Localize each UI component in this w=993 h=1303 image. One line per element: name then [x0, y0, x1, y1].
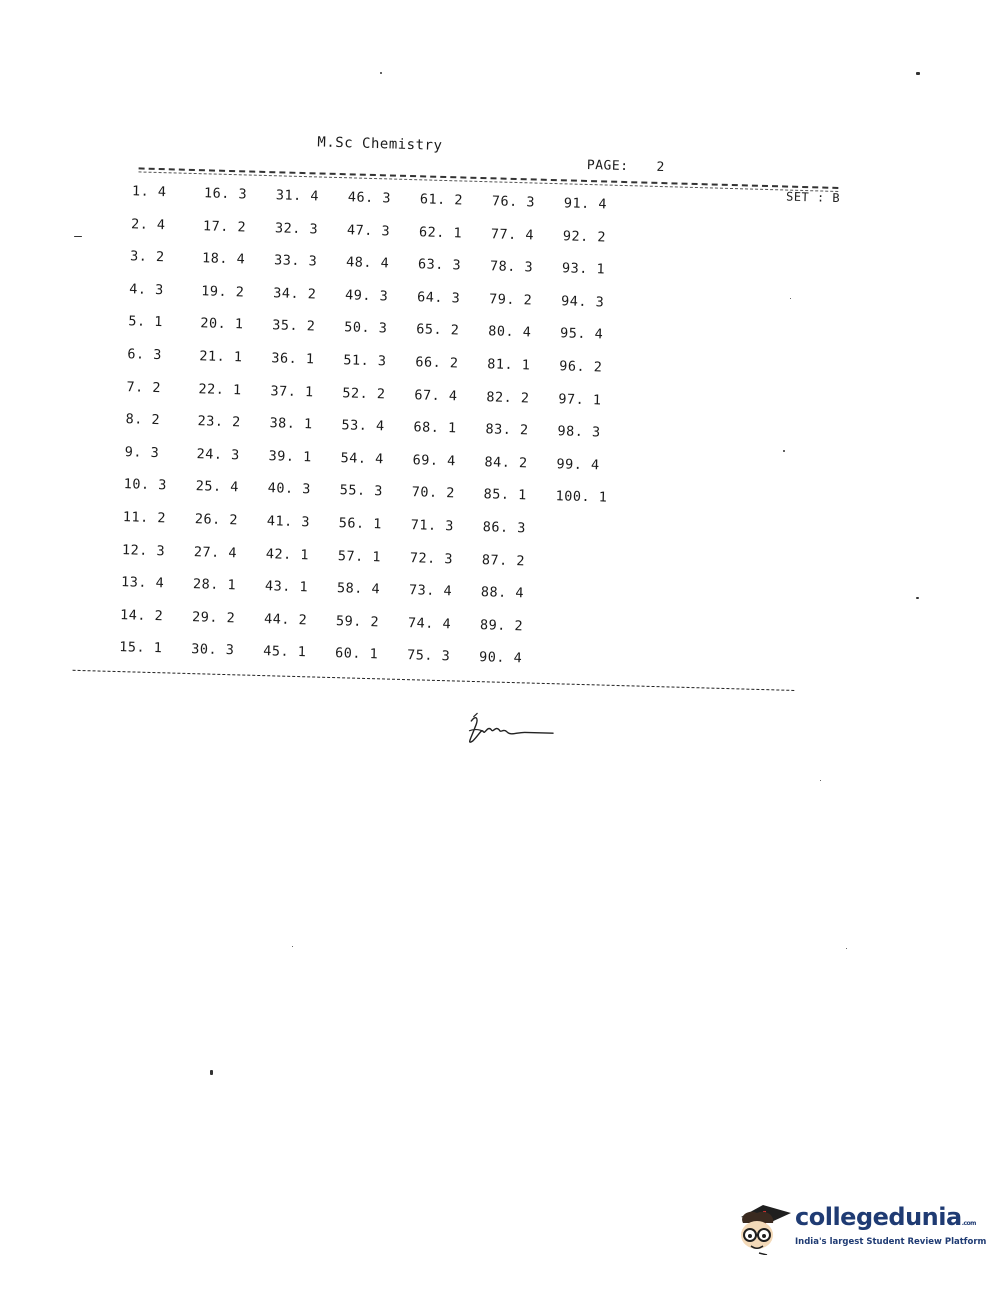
page-number: 2: [656, 159, 666, 176]
answer-entry: 1. 4: [131, 183, 167, 201]
answer-entry: 32. 3: [274, 219, 319, 238]
answer-entry: 16. 3: [203, 185, 248, 203]
answer-entry: 58. 4: [336, 580, 381, 598]
scan-speck: [820, 780, 821, 781]
answer-entry: 59. 2: [335, 612, 380, 631]
scan-speck: [846, 948, 847, 949]
answer-column: [334, 189, 418, 663]
answer-entry: 52. 2: [342, 384, 386, 403]
answer-entry: 54. 4: [340, 449, 384, 468]
answer-entry: 17. 2: [202, 217, 247, 236]
answer-entry: 12. 3: [121, 541, 166, 559]
answer-entry: 4. 3: [129, 281, 164, 298]
answer-entry: 90. 4: [478, 649, 523, 667]
answer-entry: 70. 2: [411, 484, 456, 502]
answer-entry: 78. 3: [489, 258, 534, 276]
answer-entry: 42. 1: [265, 545, 310, 563]
answer-entry: 94. 3: [560, 293, 605, 311]
answer-entry: 10. 3: [123, 476, 168, 494]
answer-entry: 45. 1: [262, 643, 307, 661]
answer-entry: 30. 3: [190, 641, 235, 659]
page-indicator: [587, 158, 665, 175]
answer-entry: 84. 2: [484, 454, 528, 472]
answer-entry: 33. 3: [273, 252, 318, 270]
answer-entry: 85. 1: [483, 486, 527, 504]
scan-speck: [916, 72, 920, 75]
answer-entry: 21. 1: [199, 348, 243, 366]
document-title: M.Sc Chemistry: [317, 134, 443, 154]
scan-speck: [790, 298, 791, 299]
collegedunia-watermark: [735, 1195, 987, 1257]
answer-entry: 23. 2: [197, 413, 241, 431]
answer-entry: 11. 2: [122, 509, 167, 527]
answer-entry: 47. 3: [346, 221, 391, 240]
answer-entry: 31. 4: [275, 187, 320, 205]
answer-entry: 95. 4: [559, 325, 604, 343]
answer-entry: 72. 3: [409, 549, 454, 567]
answer-entry: 80. 4: [487, 323, 532, 341]
answer-entry: 24. 3: [196, 445, 241, 464]
answer-entry: 69. 4: [412, 451, 456, 470]
scan-speck: [916, 597, 919, 599]
answer-entry: 40. 3: [267, 480, 312, 498]
answer-entry: 36. 1: [271, 350, 315, 368]
answer-entry: 50. 3: [344, 319, 388, 337]
answer-entry: 74. 4: [407, 614, 452, 633]
answer-entry: 28. 1: [192, 576, 237, 594]
answer-entry: 56. 1: [338, 515, 383, 533]
answer-entry: 75. 3: [406, 647, 451, 665]
answer-column: [555, 195, 634, 507]
answer-entry: 46. 3: [347, 189, 392, 207]
answer-entry: 66. 2: [415, 354, 459, 372]
answer-entry: 29. 2: [191, 608, 236, 627]
answer-entry: 96. 2: [559, 358, 603, 376]
answer-entry: 67. 4: [414, 386, 458, 405]
answer-entry: 38. 1: [269, 415, 313, 433]
answer-entry: 41. 3: [266, 513, 311, 531]
answer-entry: 2. 4: [130, 215, 166, 233]
mascot-icon: [735, 1195, 793, 1255]
answer-column: [190, 185, 274, 659]
answer-entry: 51. 3: [343, 352, 387, 370]
answer-entry: 27. 4: [193, 543, 238, 561]
answer-entry: 91. 4: [563, 195, 608, 213]
answer-entry: 89. 2: [479, 616, 524, 635]
answer-entry: 35. 2: [272, 317, 316, 335]
brand-tagline: India's largest Student Review Platform: [795, 1237, 987, 1247]
answer-entry: 6. 3: [127, 346, 163, 364]
answer-entry: 37. 1: [270, 382, 314, 400]
answer-entry: 14. 2: [119, 606, 164, 625]
answer-entry: 26. 2: [194, 511, 239, 529]
answer-entry: 99. 4: [556, 456, 600, 474]
answer-entry: 19. 2: [200, 283, 245, 301]
answer-entry: 3. 2: [129, 248, 165, 266]
answer-entry: 97. 1: [558, 390, 602, 409]
answer-entry: 7. 2: [126, 378, 162, 396]
answer-entry: 92. 2: [562, 227, 607, 246]
answer-entry: 22. 1: [198, 380, 242, 398]
answer-entry: 49. 3: [344, 287, 389, 305]
answer-column: [478, 193, 562, 667]
answer-entry: 44. 2: [263, 610, 308, 629]
answer-entry: 25. 4: [195, 478, 240, 496]
answer-entry: 64. 3: [416, 289, 461, 307]
answer-entry: 61. 2: [419, 191, 464, 209]
answer-entry: 82. 2: [486, 388, 530, 407]
answer-key-block: [71, 118, 848, 749]
answer-entry: 83. 2: [485, 421, 529, 439]
scan-speck: [783, 450, 785, 452]
answer-entry: 9. 3: [124, 443, 160, 461]
set-label: SET : B: [785, 189, 841, 206]
answer-entry: 81. 1: [487, 356, 531, 374]
answer-entry: 86. 3: [482, 519, 527, 537]
answer-entry: 76. 3: [491, 193, 536, 211]
answer-entry: 8. 2: [125, 411, 161, 429]
answer-entry: 98. 3: [557, 423, 601, 441]
answer-entry: 5. 1: [128, 313, 164, 331]
page-label: PAGE:: [586, 157, 629, 175]
answer-entry: 88. 4: [480, 584, 525, 602]
answer-entry: 43. 1: [264, 578, 309, 596]
answer-entry: 73. 4: [408, 582, 453, 600]
answer-entry: 20. 1: [200, 315, 244, 333]
answer-entry: 87. 2: [481, 551, 526, 569]
answer-entry: 53. 4: [341, 417, 385, 435]
answer-entry: 15. 1: [119, 639, 163, 657]
answer-entry: 13. 4: [120, 574, 165, 592]
answer-entry: 68. 1: [413, 419, 457, 437]
answer-entry: 34. 2: [272, 285, 317, 303]
answer-entry: 55. 3: [339, 482, 384, 500]
answer-entry: 48. 4: [345, 254, 390, 272]
answer-entry: 79. 2: [488, 291, 533, 309]
answer-column: [262, 187, 346, 661]
answer-entry: 60. 1: [334, 645, 379, 663]
answer-entry: 100. 1: [555, 488, 608, 507]
answer-entry: 18. 4: [201, 250, 246, 268]
answer-entry: 93. 1: [561, 260, 606, 278]
answer-grid: [119, 183, 672, 678]
scan-speck: [380, 72, 382, 74]
scan-speck: [74, 236, 82, 237]
bottom-rule: [73, 670, 795, 691]
scan-speck: [210, 1070, 213, 1075]
answer-column: [119, 183, 202, 657]
answer-entry: 62. 1: [418, 223, 463, 242]
signature: [460, 711, 561, 754]
answer-entry: 71. 3: [410, 517, 455, 535]
answer-entry: 39. 1: [268, 447, 312, 466]
answer-entry: 65. 2: [415, 321, 460, 339]
answer-entry: 63. 3: [417, 256, 462, 274]
answer-column: [406, 191, 490, 665]
scan-speck: [292, 946, 293, 947]
answer-entry: 57. 1: [337, 547, 382, 565]
answer-entry: 77. 4: [490, 225, 535, 244]
brand-name: collegedunia.com: [795, 1203, 976, 1231]
